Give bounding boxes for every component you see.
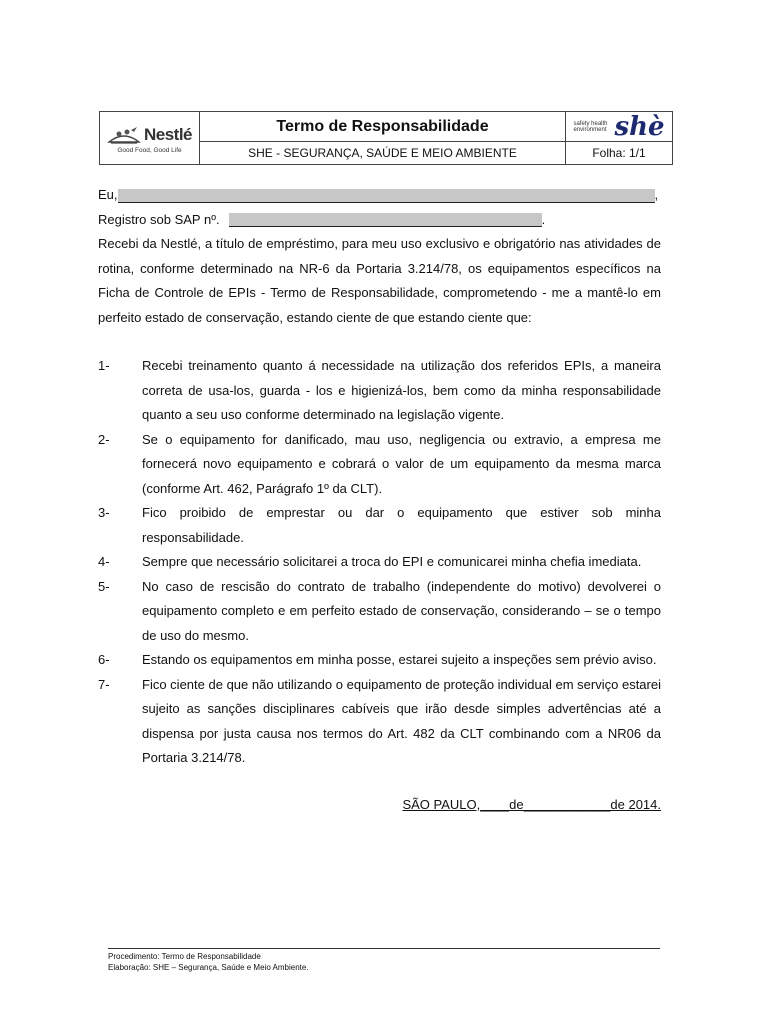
item-number: 5- xyxy=(98,578,110,594)
registro-line xyxy=(98,208,661,233)
name-field[interactable] xyxy=(118,189,655,203)
she-logo-mark: shè xyxy=(614,111,665,142)
document-body xyxy=(98,183,661,817)
logo-tagline: Good Food, Good Life xyxy=(117,147,182,154)
eu-label: Eu, xyxy=(98,187,118,202)
item-text: Sempre que necessário solicitarei a troca do EPI e comunicarei minha chefia imediata. xyxy=(142,554,642,569)
item-text: Estando os equipamentos em minha posse, estarei sujeito a inspeções sem prévio aviso. xyxy=(142,652,657,667)
list-item xyxy=(98,648,661,673)
list-item xyxy=(98,501,661,550)
document-header xyxy=(99,111,673,165)
list-item xyxy=(98,428,661,502)
item-number: 6- xyxy=(98,652,110,667)
date-de: de xyxy=(509,796,524,812)
she-logo-line1: safety health xyxy=(573,120,608,127)
item-text: Recebi treinamento quanto á necessidade na utilização dos referidos EPIs, a maneira correta de usa-los, guarda - los e higienizá-los, bem como da minha responsabilidade quanto a seu uso conforme determinado na legislação vigente. xyxy=(142,358,661,422)
date-line xyxy=(98,793,661,818)
registro-field[interactable] xyxy=(229,213,542,227)
item-text: Se o equipamento for danificado, mau uso, negligencia ou extravio, a empresa me fornecerá novo equipamento e cobrará o valor de um equipamento da mesma marca (conforme Art. 462, Parágrafo 1º da CLT). xyxy=(142,431,661,496)
item-text: Fico proibido de emprestar ou dar o equipamento que estiver sob minha responsabilidade. xyxy=(142,505,661,545)
page-count: Folha: 1/1 xyxy=(592,146,646,160)
item-text: Fico ciente de que não utilizando o equipamento de proteção individual em serviço estarei sujeito as sanções disciplinares cabíveis que irão desde simples advertências até a dispensa por justa causa nos termos do Art. 482 da CLT combinando com a NR06 da Portaria 3.214/78. xyxy=(142,676,661,765)
terms-list xyxy=(98,354,661,771)
list-item xyxy=(98,354,661,428)
item-number: 7- xyxy=(98,676,110,692)
she-logo xyxy=(566,112,672,142)
list-item xyxy=(98,550,661,575)
footer-procedure: Procedimento: Termo de Responsabilidade xyxy=(108,952,261,961)
document-subtitle: SHE - SEGURANÇA, SAÚDE E MEIO AMBIENTE xyxy=(200,142,566,164)
list-item xyxy=(98,673,661,771)
item-number: 4- xyxy=(98,554,110,569)
day-blank[interactable]: ____ xyxy=(480,796,510,812)
she-logo-line2: environment xyxy=(573,126,607,133)
intro-paragraph: Recebi da Nestlé, a título de empréstimo, para meu uso exclusivo e obrigatório nas atividades de rotina, conforme determinado na NR-6 da Portaria 3.214/78, os equipamentos específicos na Ficha de Controle de EPIs - Termo de Responsabilidade, comprometendo - me a mantê-lo em perfeito estado de conservação, estando ciente de que estando ciente que: xyxy=(98,236,661,325)
date-city: SÃO PAULO, xyxy=(402,796,481,812)
registro-label: Registro sob SAP nº. xyxy=(98,211,220,227)
nestle-logo xyxy=(100,112,200,164)
document-footer xyxy=(108,948,660,973)
eu-end: , xyxy=(654,187,659,202)
registro-end: . xyxy=(541,211,546,227)
item-number: 3- xyxy=(98,505,110,520)
footer-elaboration: Elaboração: SHE – Segurança, Saúde e Meio Ambiente. xyxy=(108,963,309,972)
nest-icon xyxy=(107,124,141,146)
logo-brand: Nestlé xyxy=(143,125,193,144)
name-line xyxy=(98,183,661,208)
month-blank[interactable]: ____________ xyxy=(523,796,611,812)
document-title: Termo de Responsabilidade xyxy=(200,112,566,142)
list-item xyxy=(98,575,661,649)
item-number: 1- xyxy=(98,358,110,373)
item-number: 2- xyxy=(98,431,110,447)
date-year: de 2014. xyxy=(610,796,661,812)
item-text: No caso de rescisão do contrato de trabalho (independente do motivo) devolverei o equipamento completo e em perfeito estado de conservação, considerando – se o tempo de uso do mesmo. xyxy=(142,578,661,643)
